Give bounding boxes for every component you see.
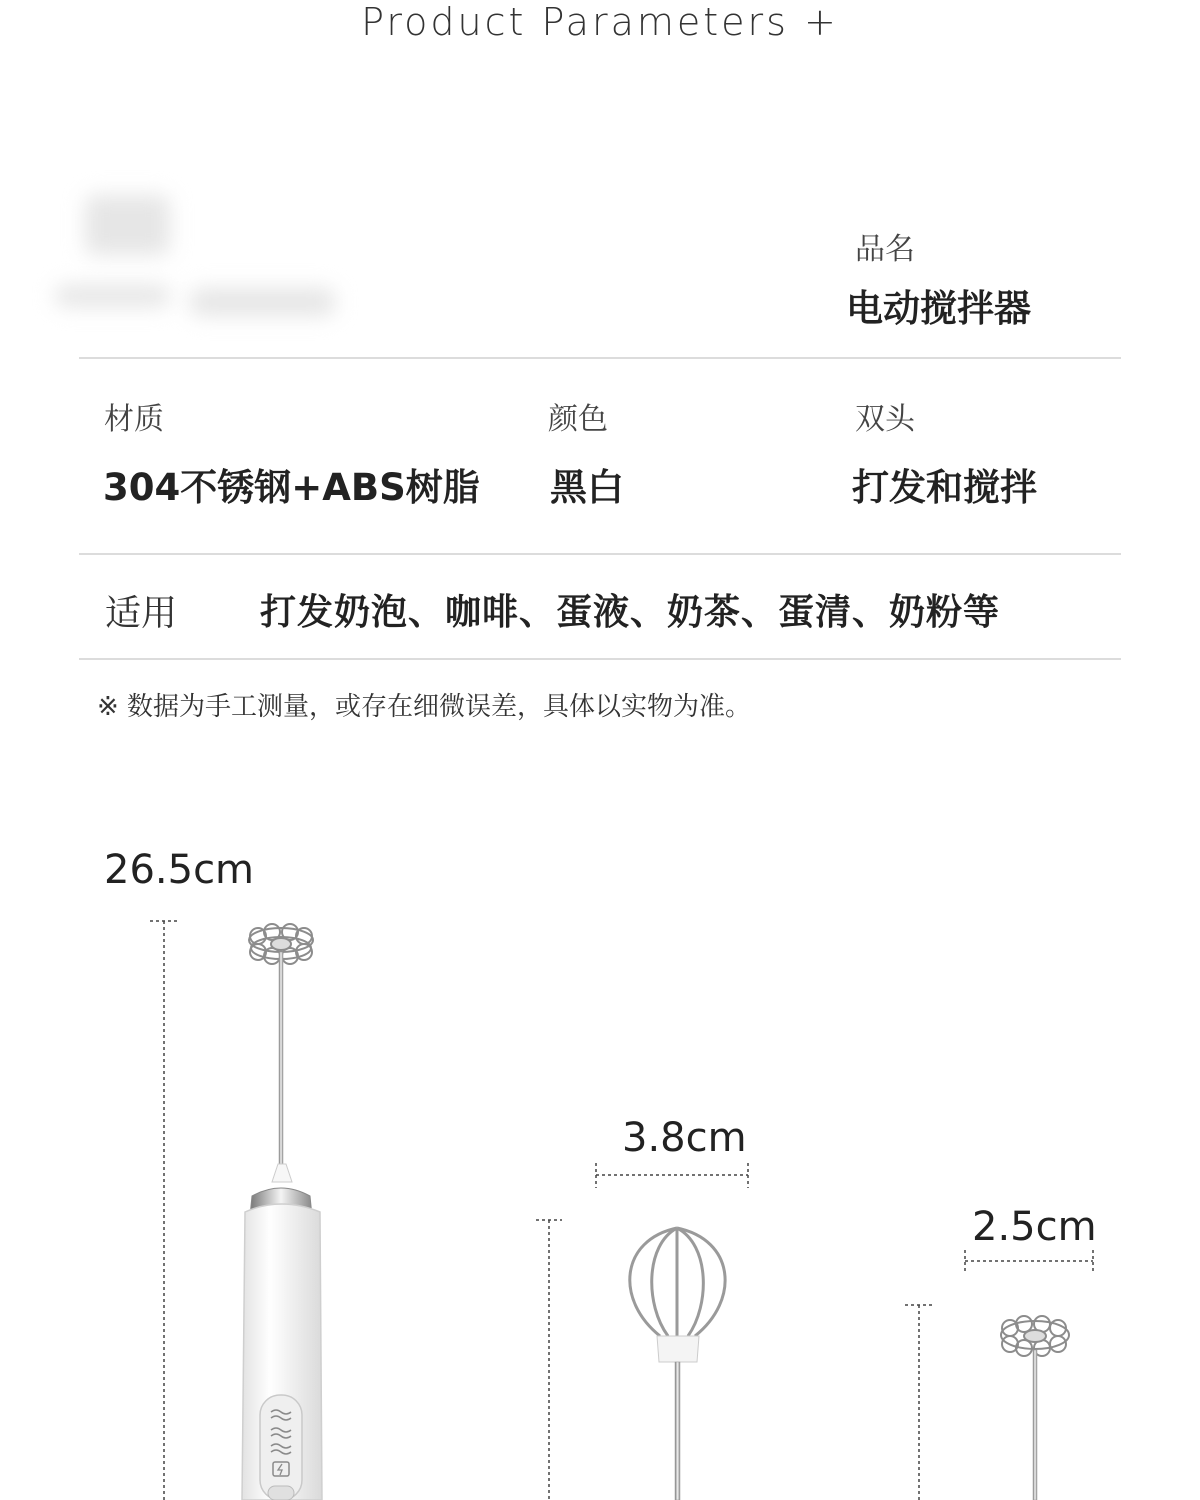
apply-label: 适用 <box>105 593 178 634</box>
measurement-note: ※ 数据为手工测量，或存在细微误差，具体以实物为准。 <box>97 692 752 722</box>
spring-width-dimension: 2.5cm <box>972 1204 1097 1250</box>
length-guide-line <box>150 921 180 1500</box>
color-value: 黑白 <box>550 466 624 509</box>
material-value: 304不锈钢+ABS树脂 <box>103 466 480 509</box>
length-dimension: 26.5cm <box>104 847 255 893</box>
spring-width-guide <box>965 1250 1093 1274</box>
page-title: Product Parameters + <box>361 0 839 44</box>
spring-height-guide <box>905 1305 932 1500</box>
name-label: 品名 <box>855 232 915 267</box>
material-label: 材质 <box>104 402 164 437</box>
balloon-whisk-attachment <box>630 1228 725 1500</box>
whisk-height-guide <box>536 1220 562 1500</box>
head-label: 双头 <box>855 402 915 437</box>
apply-value: 打发奶泡、咖啡、蛋液、奶茶、蛋清、奶粉等 <box>260 592 1001 633</box>
whisk-width-dimension: 3.8cm <box>622 1115 747 1161</box>
whisk-width-guide <box>596 1163 748 1188</box>
head-value: 打发和搅拌 <box>852 466 1037 509</box>
color-label: 颜色 <box>548 402 608 437</box>
frother-device <box>242 924 322 1500</box>
name-value: 电动搅拌器 <box>846 287 1031 330</box>
spring-frother-attachment <box>1001 1316 1069 1500</box>
